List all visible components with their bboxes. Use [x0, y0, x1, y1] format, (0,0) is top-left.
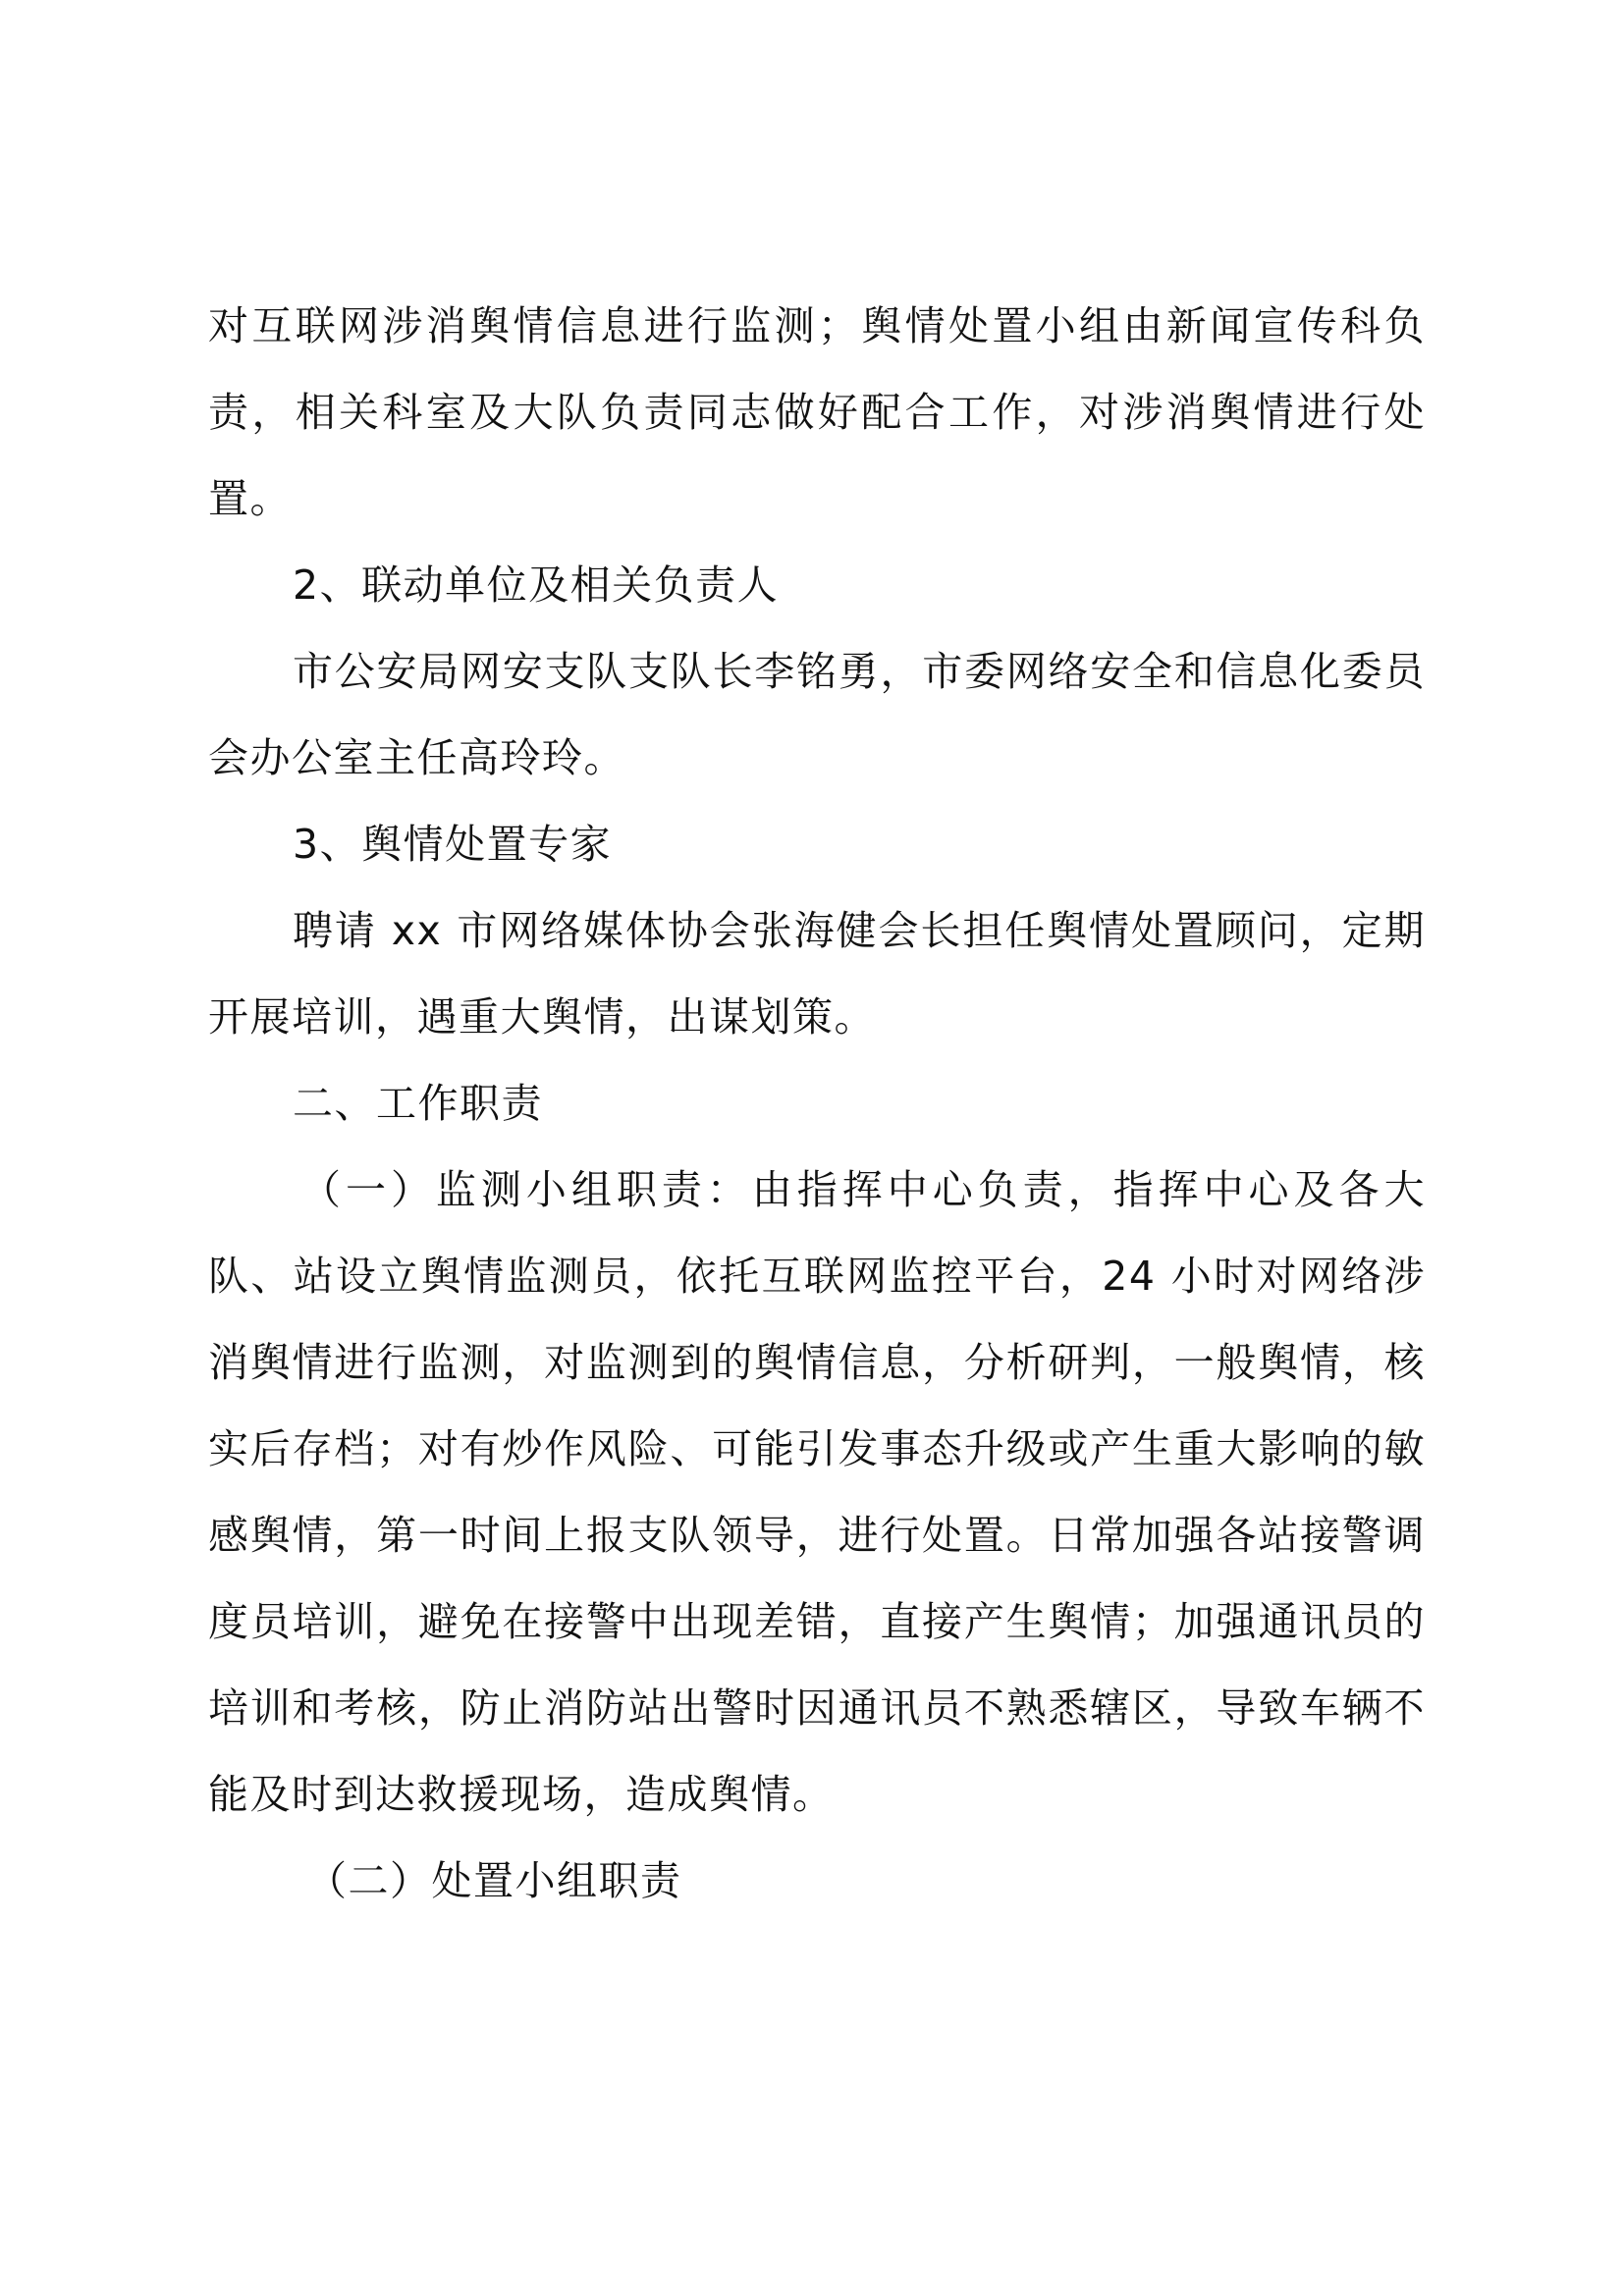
paragraph-experts: 聘请 xx 市网络媒体协会张海健会长担任舆情处置顾问，定期开展培训，遇重大舆情，出谋划策。: [208, 907, 1426, 1041]
paragraph-monitoring-continued: 对互联网涉消舆情信息进行监测；舆情处置小组由新闻宣传科负责，相关科室及大队负责同志做好配合工作，对涉消舆情进行处置。: [208, 302, 1426, 522]
heading-linked-units: 2、联动单位及相关负责人: [293, 561, 780, 609]
paragraph-linked-units: 市公安局网安支队支队长李铭勇，市委网络安全和信息化委员会办公室主任高玲玲。: [208, 648, 1426, 781]
paragraph-monitoring-duties: （一）监测小组职责：由指挥中心负责，指挥中心及各大队、站设立舆情监测员，依托互联网监控平台，24 小时对网络涉消舆情进行监测，对监测到的舆情信息，分析研判，一般舆情，核实后存档；对有炒作风险、可能引发事态升级或产生重大影响的敏感舆情，第一时间上报支队领导，进行处置。日常加强各站接警调度员培训，避免在接警中出现差错，直接产生舆情；加强通讯员的培训和考核，防止消防站出警时因通讯员不熟悉辖区，导致车辆不能及时到达救援现场，造成舆情。: [208, 1166, 1426, 1818]
document-body: [208, 283, 1426, 1924]
heading-experts: 3、舆情处置专家: [293, 821, 613, 868]
heading-handling-duties: （二）处置小组职责: [306, 1857, 682, 1904]
section-heading-duties: 二、工作职责: [293, 1080, 543, 1127]
